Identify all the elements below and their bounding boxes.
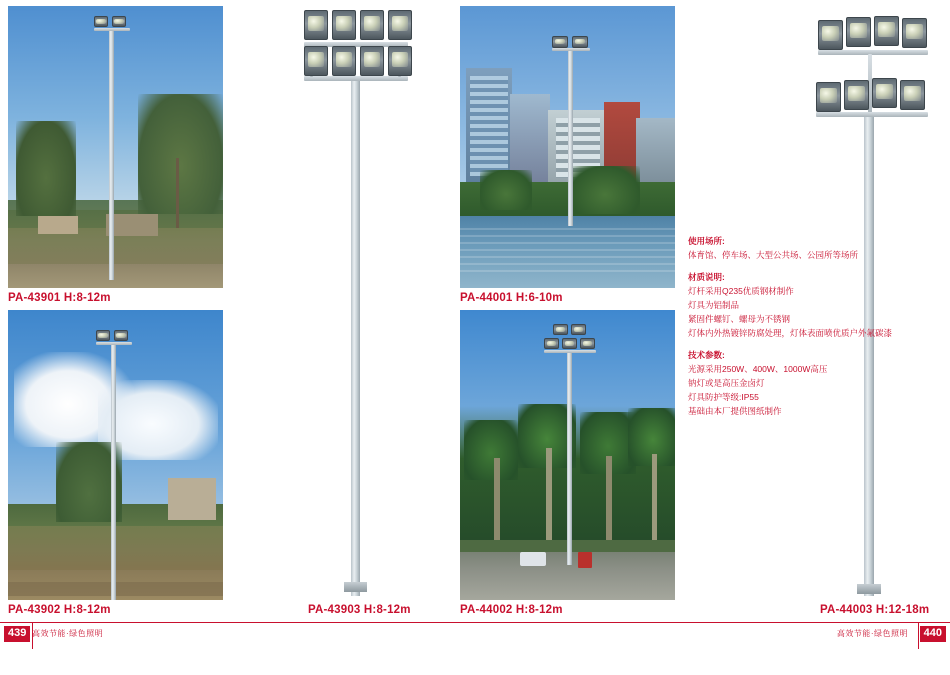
caption-item-2: PA-43902 H:8-12m [8, 604, 111, 616]
page-number-right: 440 [920, 626, 946, 642]
footer-slogan-left: 高效节能·绿色照明 [32, 629, 104, 638]
product-photo-1 [8, 6, 223, 288]
floodlight-head [332, 10, 356, 40]
footer-divider [0, 622, 950, 623]
caption-item-4: PA-44001 H:6-10m [460, 292, 563, 304]
product-photo-2 [8, 310, 223, 600]
caption-item-6: PA-44003 H:12-18m [820, 604, 930, 616]
material-title: 材质说明: [688, 272, 725, 282]
product-photo-3 [248, 4, 463, 600]
usage-title: 使用场所: [688, 236, 725, 246]
floodlight-head [572, 36, 588, 48]
tech-line-3: 灯具防护等级:IP55 [688, 392, 759, 402]
footer-slogan-right: 高效节能·绿色照明 [836, 629, 908, 638]
light-pole [351, 76, 360, 596]
light-pole [109, 28, 114, 280]
material-line-4: 灯体内外热镀锌防腐处理，灯体表面喷优质户外氟碳漆 [688, 328, 893, 338]
caption-item-5: PA-44002 H:8-12m [460, 604, 563, 616]
usage-line-1: 体育馆、停车场、大型公共场、公园所等场所 [688, 250, 859, 260]
floodlight-head [818, 20, 843, 50]
floodlight-head [388, 46, 412, 76]
floodlight-head [553, 324, 568, 335]
floodlight-head [562, 338, 577, 349]
floodlight-head [360, 46, 384, 76]
material-line-1: 灯杆采用Q235优质钢材制作 [688, 286, 794, 296]
tech-line-1: 光源采用250W、400W、1000W高压 [688, 364, 828, 374]
light-pole [568, 48, 573, 226]
floodlight-head [544, 338, 559, 349]
floodlight-head [112, 16, 126, 27]
floodlight-head [844, 80, 869, 110]
pole-crossarm [544, 350, 596, 353]
light-pole [567, 350, 572, 565]
material-line-3: 紧固件螺钉、螺母为不锈钢 [688, 314, 791, 324]
floodlight-head [900, 80, 925, 110]
floodlight-head [332, 46, 356, 76]
pole-crossarm [552, 48, 590, 51]
product-photo-5 [460, 310, 675, 600]
pole-crossarm [304, 76, 408, 81]
floodlight-head [388, 10, 412, 40]
floodlight-head [94, 16, 108, 27]
material-line-2: 灯具为铝制品 [688, 300, 740, 310]
floodlight-head [114, 330, 128, 341]
pole-crossarm [816, 112, 928, 117]
floodlight-head [902, 18, 927, 48]
floodlight-head [552, 36, 568, 48]
floodlight-head [304, 10, 328, 40]
tech-line-4: 基础由本厂提供图纸制作 [688, 406, 782, 416]
light-pole [111, 342, 116, 600]
floodlight-head [304, 46, 328, 76]
floodlight-head [874, 16, 899, 46]
pole-crossarm [96, 342, 132, 345]
page-number-left: 439 [4, 626, 30, 642]
floodlight-head [571, 324, 586, 335]
floodlight-head [872, 78, 897, 108]
floodlight-head [580, 338, 595, 349]
pole-crossarm [818, 50, 928, 55]
caption-item-3: PA-43903 H:8-12m [308, 604, 411, 616]
product-photo-4 [460, 6, 675, 288]
tech-line-2: 钠灯或是高压金卤灯 [688, 378, 765, 388]
floodlight-head [816, 82, 841, 112]
pole-crossarm [94, 28, 130, 31]
floodlight-head [96, 330, 110, 341]
floodlight-head [846, 17, 871, 47]
tech-title: 技术参数: [688, 350, 725, 360]
floodlight-head [360, 10, 384, 40]
specification-block [688, 234, 938, 418]
caption-item-1: PA-43901 H:8-12m [8, 292, 111, 304]
